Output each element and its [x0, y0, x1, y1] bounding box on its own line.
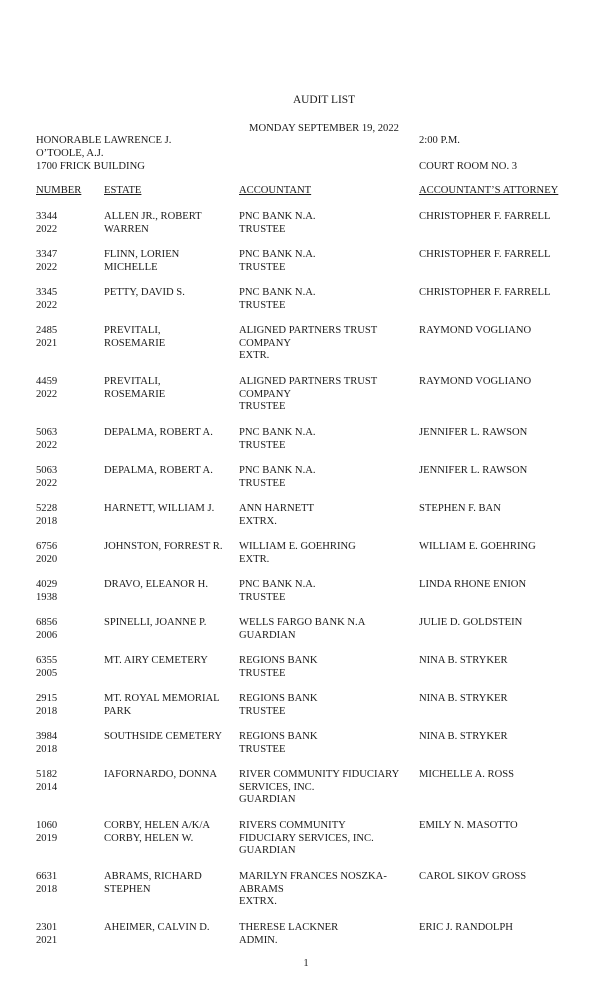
table-row	[0, 769, 612, 820]
audit-table	[0, 211, 612, 960]
cell-accountant: PNC BANK N.A. TRUSTEE	[239, 211, 316, 235]
hearing-date: MONDAY SEPTEMBER 19, 2022	[249, 123, 399, 134]
cell-number: 5063 2022	[36, 427, 58, 451]
cell-attorney: MICHELLE A. ROSS	[419, 769, 515, 780]
cell-estate: DEPALMA, ROBERT A.	[104, 465, 213, 476]
cell-attorney: STEPHEN F. BAN	[419, 503, 501, 514]
cell-number: 5228 2018	[36, 503, 58, 527]
page-number: 1	[303, 958, 309, 969]
table-row	[0, 820, 612, 871]
cell-number: 2915 2018	[36, 693, 58, 717]
table-row	[0, 211, 612, 249]
cell-attorney: JENNIFER L. RAWSON	[419, 465, 528, 476]
cell-number: 5182 2014	[36, 769, 58, 793]
table-row	[0, 325, 612, 376]
cell-estate: DEPALMA, ROBERT A.	[104, 427, 213, 438]
hearing-time: 2:00 P.M.	[419, 135, 460, 146]
cell-estate: SOUTHSIDE CEMETERY	[104, 731, 223, 742]
cell-estate: FLINN, LORIEN MICHELLE	[104, 249, 180, 273]
cell-accountant: ALIGNED PARTNERS TRUST COMPANY TRUSTEE	[239, 376, 378, 413]
cell-estate: ABRAMS, RICHARD STEPHEN	[104, 871, 202, 895]
column-header-estate: ESTATE	[104, 185, 142, 196]
cell-number: 2301 2021	[36, 922, 58, 946]
cell-attorney: LINDA RHONE ENION	[419, 579, 527, 590]
cell-accountant: PNC BANK N.A. TRUSTEE	[239, 249, 316, 273]
cell-accountant: ALIGNED PARTNERS TRUST COMPANY EXTR.	[239, 325, 378, 362]
judge-name: HONORABLE LAWRENCE J. O’TOOLE, A.J.	[36, 135, 172, 159]
cell-accountant: MARILYN FRANCES NOSZKA- ABRAMS EXTRX.	[239, 871, 387, 908]
cell-accountant: WILLIAM E. GOEHRING EXTR.	[239, 541, 356, 565]
cell-attorney: CHRISTOPHER F. FARRELL	[419, 211, 551, 222]
cell-number: 6856 2006	[36, 617, 58, 641]
cell-number: 3984 2018	[36, 731, 58, 755]
page-title: AUDIT LIST	[292, 94, 356, 106]
cell-accountant: WELLS FARGO BANK N.A GUARDIAN	[239, 617, 366, 641]
cell-attorney: RAYMOND VOGLIANO	[419, 325, 532, 336]
cell-estate: PETTY, DAVID S.	[104, 287, 185, 298]
cell-accountant: PNC BANK N.A. TRUSTEE	[239, 465, 316, 489]
table-row	[0, 922, 612, 960]
cell-number: 4029 1938	[36, 579, 58, 603]
cell-estate: ALLEN JR., ROBERT WARREN	[104, 211, 202, 235]
building-name: 1700 FRICK BUILDING	[36, 161, 145, 172]
table-row	[0, 579, 612, 617]
cell-number: 2485 2021	[36, 325, 58, 349]
cell-attorney: NINA B. STRYKER	[419, 693, 508, 704]
table-row	[0, 503, 612, 541]
table-row	[0, 693, 612, 731]
cell-accountant: PNC BANK N.A. TRUSTEE	[239, 287, 316, 311]
cell-number: 6756 2020	[36, 541, 58, 565]
cell-number: 6355 2005	[36, 655, 58, 679]
cell-number: 3347 2022	[36, 249, 58, 273]
cell-attorney: CHRISTOPHER F. FARRELL	[419, 249, 551, 260]
column-header-number: NUMBER	[36, 185, 82, 196]
cell-accountant: THERESE LACKNER ADMIN.	[239, 922, 339, 946]
cell-number: 6631 2018	[36, 871, 58, 895]
cell-attorney: RAYMOND VOGLIANO	[419, 376, 532, 387]
cell-estate: SPINELLI, JOANNE P.	[104, 617, 207, 628]
column-header-accountant: ACCOUNTANT	[239, 185, 312, 196]
cell-attorney: NINA B. STRYKER	[419, 655, 508, 666]
table-row	[0, 655, 612, 693]
cell-attorney: JENNIFER L. RAWSON	[419, 427, 528, 438]
table-row	[0, 249, 612, 287]
table-row	[0, 541, 612, 579]
cell-accountant: PNC BANK N.A. TRUSTEE	[239, 579, 316, 603]
cell-attorney: JULIE D. GOLDSTEIN	[419, 617, 523, 628]
table-row	[0, 465, 612, 503]
cell-estate: AHEIMER, CALVIN D.	[104, 922, 210, 933]
cell-accountant: ANN HARNETT EXTRX.	[239, 503, 315, 527]
cell-accountant: PNC BANK N.A. TRUSTEE	[239, 427, 316, 451]
cell-estate: PREVITALI, ROSEMARIE	[104, 376, 166, 400]
column-header-attorney: ACCOUNTANT’S ATTORNEY	[419, 185, 559, 196]
cell-number: 5063 2022	[36, 465, 58, 489]
cell-accountant: RIVERS COMMUNITY FIDUCIARY SERVICES, INC. GUARDIAN	[239, 820, 374, 857]
cell-estate: IAFORNARDO, DONNA	[104, 769, 218, 780]
court-room: COURT ROOM NO. 3	[419, 161, 518, 172]
cell-number: 4459 2022	[36, 376, 58, 400]
cell-accountant: REGIONS BANK TRUSTEE	[239, 693, 318, 717]
cell-number: 3344 2022	[36, 211, 58, 235]
table-row	[0, 731, 612, 769]
cell-attorney: NINA B. STRYKER	[419, 731, 508, 742]
table-row	[0, 871, 612, 922]
table-row	[0, 376, 612, 427]
cell-attorney: ERIC J. RANDOLPH	[419, 922, 513, 933]
cell-attorney: WILLIAM E. GOEHRING	[419, 541, 536, 552]
table-row	[0, 427, 612, 465]
cell-estate: HARNETT, WILLIAM J.	[104, 503, 215, 514]
cell-attorney: CHRISTOPHER F. FARRELL	[419, 287, 551, 298]
cell-estate: MT. AIRY CEMETERY	[104, 655, 208, 666]
cell-attorney: CAROL SIKOV GROSS	[419, 871, 527, 882]
cell-accountant: REGIONS BANK TRUSTEE	[239, 731, 318, 755]
cell-attorney: EMILY N. MASOTTO	[419, 820, 518, 831]
cell-estate: PREVITALI, ROSEMARIE	[104, 325, 166, 349]
table-row	[0, 287, 612, 325]
cell-accountant: REGIONS BANK TRUSTEE	[239, 655, 318, 679]
cell-number: 3345 2022	[36, 287, 58, 311]
cell-estate: CORBY, HELEN A/K/A CORBY, HELEN W.	[104, 820, 211, 844]
cell-number: 1060 2019	[36, 820, 58, 844]
cell-accountant: RIVER COMMUNITY FIDUCIARY SERVICES, INC. GUARDIAN	[239, 769, 400, 806]
table-row	[0, 617, 612, 655]
cell-estate: DRAVO, ELEANOR H.	[104, 579, 208, 590]
cell-estate: JOHNSTON, FORREST R.	[104, 541, 223, 552]
cell-estate: MT. ROYAL MEMORIAL PARK	[104, 693, 220, 717]
